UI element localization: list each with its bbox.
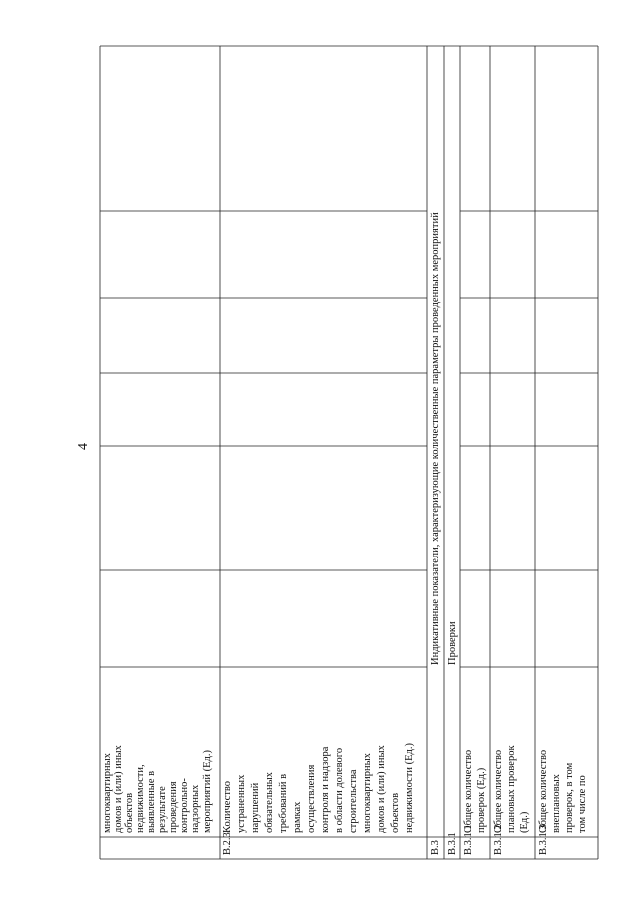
row-1-line-8: контрольно- xyxy=(179,778,190,833)
row-2-line-8: контроля и надзора xyxy=(320,746,331,833)
row-4-code: В.3.1 xyxy=(447,832,458,855)
row-1-line-5: выявленные в xyxy=(146,770,157,833)
row-1-line-9: надзорных xyxy=(190,784,201,833)
row-3-code: В.3 xyxy=(430,840,441,855)
row-2-line-1: Количество xyxy=(222,780,233,833)
row-1-line-10: мероприятий (Ед.) xyxy=(202,750,213,833)
row-2-line-11: многоквартирных xyxy=(362,753,373,833)
row-1-line-2: домов и (или) иных xyxy=(113,745,124,833)
row-1-line-1: многоквартирных xyxy=(102,753,113,833)
row-3-title: Индикативные показатели, характеризующие количественные параметры проведенных мероприятий xyxy=(430,212,441,665)
row-1-line-6: результате xyxy=(157,786,168,833)
row-6-line-1: Общее количество xyxy=(493,749,504,833)
row-6-line-3: (Ед.) xyxy=(519,811,530,833)
row-2-line-5: требований в xyxy=(278,773,289,833)
row-7-code: В.3.1.3 xyxy=(538,824,549,855)
row-2-line-10: строительства xyxy=(348,769,359,833)
row-7-line-4: том числе по xyxy=(577,775,588,833)
row-1-line-3: объектов xyxy=(124,792,135,833)
row-1-line-4: недвижимости, xyxy=(135,764,146,833)
row-1-line-7: проведения xyxy=(168,781,179,833)
row-6-code: В.3.1.2 xyxy=(493,824,504,855)
row-2-line-12: домов и (или) иных xyxy=(376,745,387,833)
row-2-line-9: в области долевого xyxy=(334,747,345,833)
row-2-line-6: рамках xyxy=(292,801,303,833)
row-6-line-2: плановых проверок xyxy=(506,745,517,833)
row-4-title: Проверки xyxy=(447,621,458,665)
row-2-line-14: недвижимости (Ед.) xyxy=(404,743,415,833)
page-number: 4 xyxy=(76,443,91,450)
row-7-line-2: внеплановых xyxy=(551,774,562,833)
row-5-code: В.3.1.1 xyxy=(463,824,474,855)
row-7-line-3: проверок, в том xyxy=(564,762,575,833)
row-5-line-2: проверок (Ед.) xyxy=(476,767,487,833)
row-2-line-3: нарушений xyxy=(250,782,261,833)
row-7-line-1: Общее количество xyxy=(538,749,549,833)
row-2-line-2: устраненных xyxy=(236,774,247,833)
row-2-code: В.2.3 xyxy=(222,832,233,855)
table-grid xyxy=(100,46,598,859)
table-text xyxy=(102,212,588,855)
row-2-line-4: обязательных xyxy=(264,772,275,833)
row-2-line-7: осуществления xyxy=(306,764,317,833)
row-2-line-13: объектов xyxy=(390,792,401,833)
row-5-line-1: Общее количество xyxy=(463,749,474,833)
